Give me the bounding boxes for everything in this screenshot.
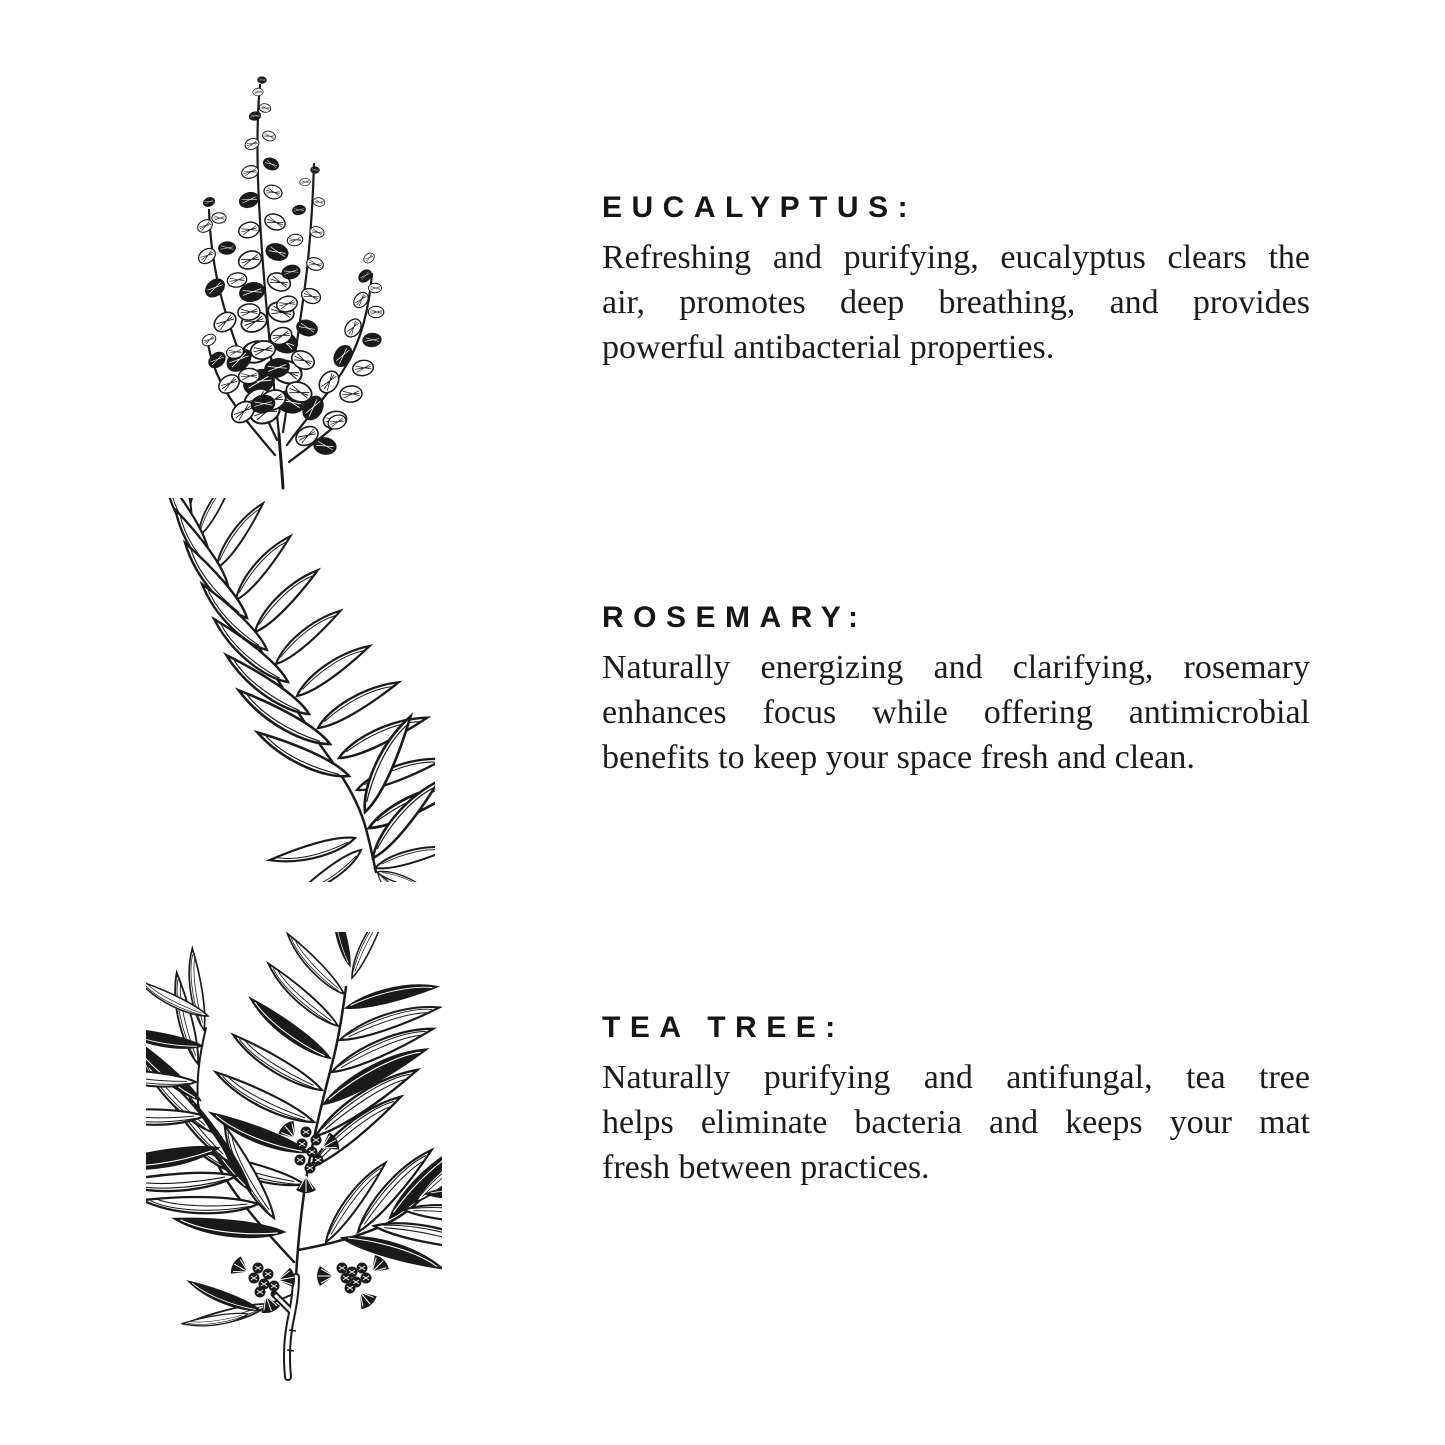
eucalyptus-leaves [195,76,383,456]
section-body-line: air, promotes deep breathing, and provides [602,284,1310,321]
rosemary-illustration [133,498,435,882]
section-body-line: helps eliminate bacteria and keeps your mat [602,1104,1310,1141]
section-body-line: fresh between practices. [602,1149,930,1186]
section-body-line: enhances focus while offering antimicrobial [602,694,1310,731]
rosemary-leaves [160,498,435,882]
section-body-line: Naturally purifying and antifungal, tea tree [602,1059,1310,1096]
eucalyptus-illustration [195,60,387,490]
section-body-line: Naturally energizing and clarifying, rosemary [602,649,1310,686]
rosemary-illustration-svg [133,498,435,882]
section-tea-tree [602,1010,1310,1190]
tea-tree-illustration-svg [146,932,442,1402]
section-heading-eucalyptus: EUCALYPTUS: [602,191,918,224]
section-body-line: Refreshing and purifying, eucalyptus clears the [602,239,1310,276]
section-body-line: benefits to keep your space fresh and clean. [602,739,1195,776]
section-rosemary [602,600,1310,780]
tea-tree-trunk [274,1277,296,1377]
section-eucalyptus [602,190,1310,370]
section-body-line: powerful antibacterial properties. [602,329,1055,366]
eucalyptus-illustration-svg [195,60,387,490]
section-heading-rosemary: ROSEMARY: [602,601,868,634]
section-heading-tea-tree: TEA TREE: [602,1011,845,1044]
tea-tree-illustration [146,932,442,1402]
